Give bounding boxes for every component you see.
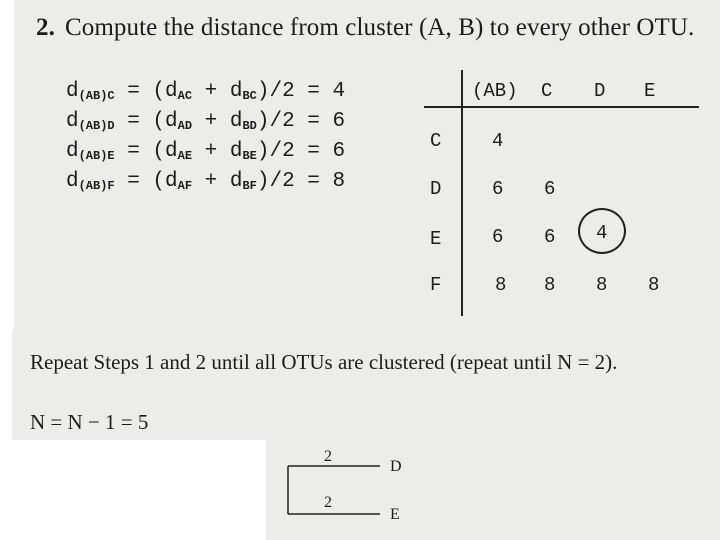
matrix-header-rule xyxy=(424,106,699,108)
matrix-cell: 8 xyxy=(495,274,507,296)
step-number: 2. xyxy=(36,14,55,41)
repeat-instruction: Repeat Steps 1 and 2 until all OTUs are clustered (repeat until N = 2). xyxy=(30,350,618,374)
branch-length-top: 2 xyxy=(324,448,332,465)
step-heading-text: Compute the distance from cluster (A, B) to every other OTU. xyxy=(64,14,695,41)
matrix-label-rule xyxy=(461,70,463,316)
matrix-row-label: F xyxy=(430,274,442,296)
matrix-row-label: C xyxy=(430,130,442,152)
matrix-cell: 6 xyxy=(544,226,556,248)
matrix-cell: 8 xyxy=(544,274,556,296)
scan-region-top xyxy=(14,0,720,330)
matrix-cell: 6 xyxy=(492,226,504,248)
step-heading xyxy=(36,14,694,42)
cluster-tree xyxy=(280,448,390,528)
matrix-cell: 8 xyxy=(596,274,608,296)
equation-ab-d: $d_{(AB)D} = (d_{AD} + d_{BD})/2 = 6$ xyxy=(66,110,346,133)
leaf-label-d: D xyxy=(390,458,402,475)
matrix-row-label: E xyxy=(430,228,442,250)
matrix-row-label: D xyxy=(430,178,442,200)
matrix-cell: 6 xyxy=(492,178,504,200)
matrix-col-header: C xyxy=(541,80,553,102)
matrix-cell: 4 xyxy=(492,130,504,152)
n-update: N = N − 1 = 5 xyxy=(30,410,149,434)
matrix-col-header: D xyxy=(594,80,606,102)
matrix-cell: 6 xyxy=(544,178,556,200)
matrix-cell-circled: 4 xyxy=(596,222,608,244)
matrix-col-header: E xyxy=(644,80,656,102)
leaf-label-e: E xyxy=(390,506,400,523)
equation-ab-c: $d_{(AB)C} = (d_{AC} + d_{BC})/2 = 4$ xyxy=(66,80,346,103)
branch-length-bottom: 2 xyxy=(324,494,332,511)
matrix-cell: 8 xyxy=(648,274,660,296)
equation-ab-e: $d_{(AB)E} = (d_{AE} + d_{BE})/2 = 6$ xyxy=(66,140,346,163)
equation-ab-f: $d_{(AB)F} = (d_{AF} + d_{BF})/2 = 8$ xyxy=(66,170,346,193)
matrix-col-header: (AB) xyxy=(472,80,518,102)
